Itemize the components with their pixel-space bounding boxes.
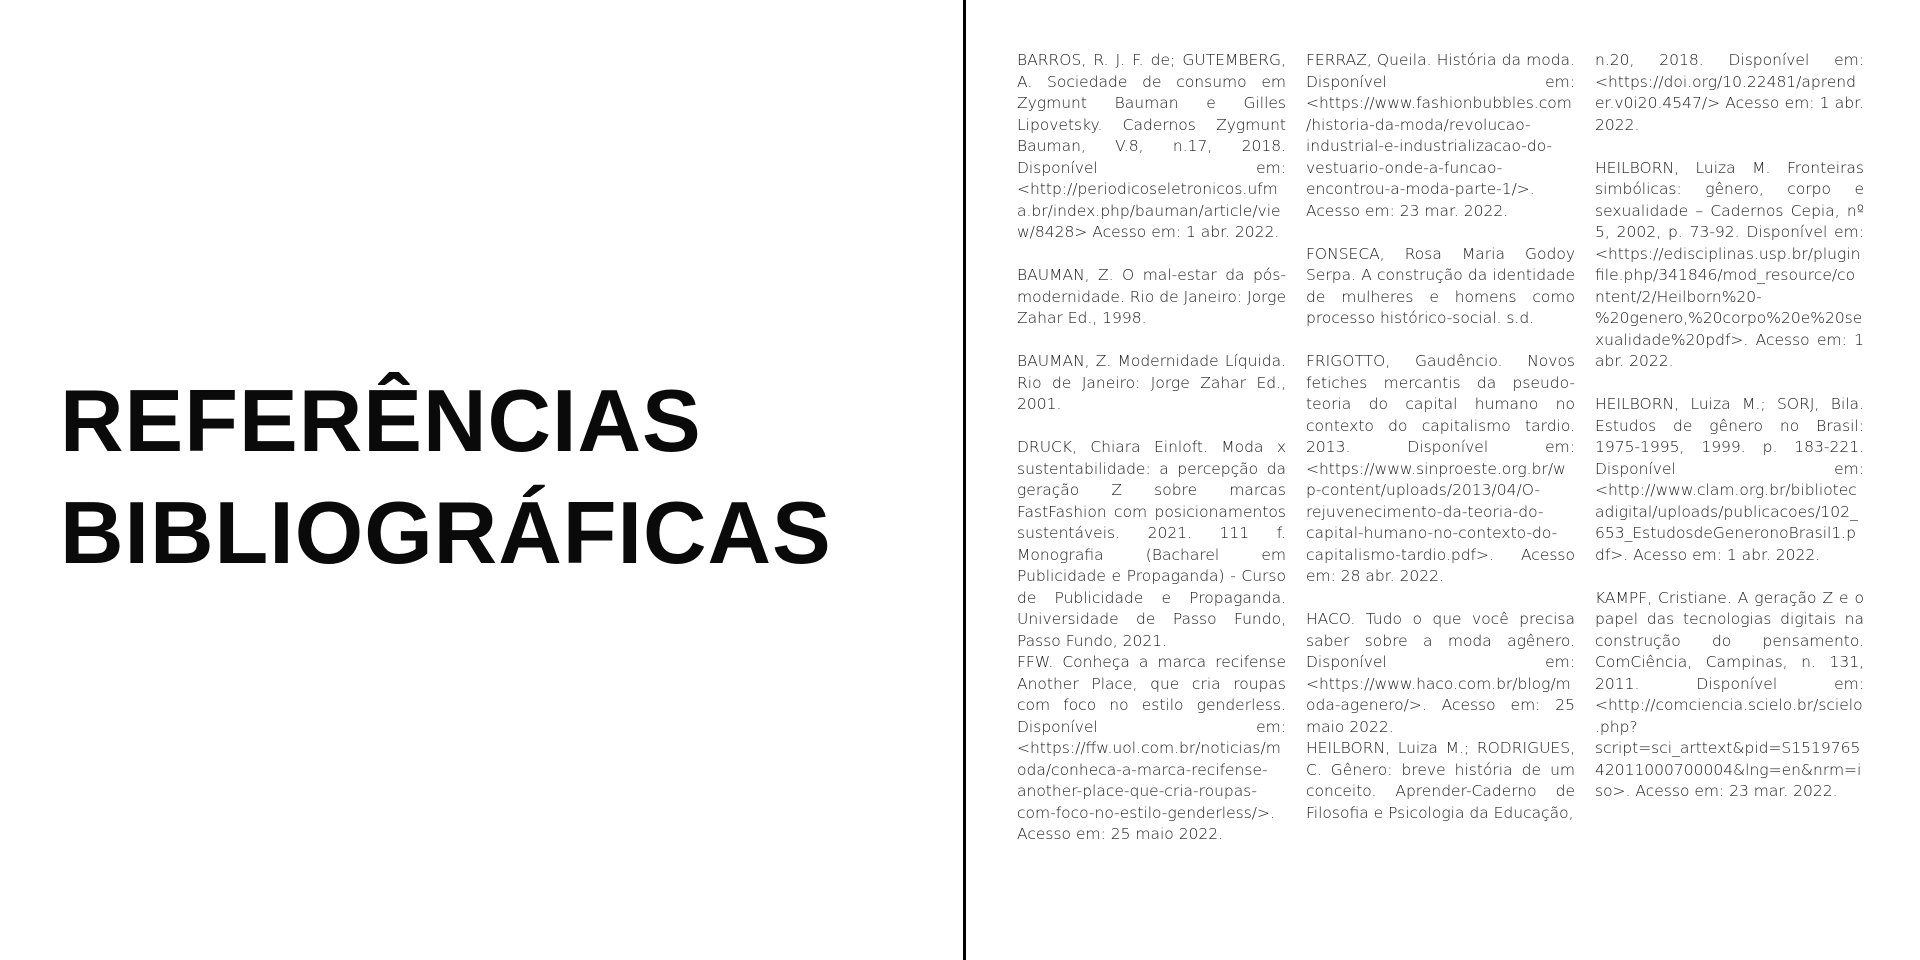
reference-entry: BAUMAN, Z. O mal-estar da pós-modernidade. Rio de Janeiro: Jorge Zahar Ed., 1998. [1017, 266, 1286, 327]
reference-entry: HEILBORN, Luiza M.; SORJ, Bila. Estudos de gênero no Brasil: 1975-1995, 1999. p. 183-221. Disponível em: <http://www.clam.org.br/bibliotecadigital/uploads/publicacoes/102_653_EstudosdeGeneronoBrasil1.pdf>. Acesso em: 1 abr. 2022. [1595, 395, 1864, 564]
references-columns [1017, 50, 1863, 930]
reference-entry: HACO. Tudo o que você precisa saber sobre a moda agênero. Disponível em: <https://www.haco.com.br/blog/moda-agenero/>. Acesso em: 25 maio 2022. [1306, 610, 1575, 736]
right-page [1017, 50, 1863, 930]
reference-entry: BARROS, R. J. F. de; GUTEMBERG, A. Sociedade de consumo em Zygmunt Bauman e Gilles Lipovetsky. Cadernos Zygmunt Bauman, V.8, n.17, 2018. Disponível em: <http://periodicoseletronicos.ufma.br/index.php/bauman/article/view/8428> Acesso em: 1 abr. 2022. [1017, 51, 1286, 241]
reference-entry: DRUCK, Chiara Einloft. Moda x sustentabilidade: a percepção da geração Z sobre marcas FastFashion com posicionamentos sustentáveis. 2021. 111 f. Monografia (Bacharel em Publicidade e Propaganda) - Curso de Publicidade e Propaganda. Universidade de Passo Fundo, Passo Fundo, 2021. [1017, 438, 1286, 650]
reference-entry: HEILBORN, Luiza M.; RODRIGUES, C. Gênero: breve história de um conceito. Aprender-Caderno de Filosofia e Psicologia da Educação, [1306, 739, 1575, 822]
reference-entry: BAUMAN, Z. Modernidade Líquida. Rio de Janeiro: Jorge Zahar Ed., 2001. [1017, 352, 1286, 413]
reference-entry: FONSECA, Rosa Maria Godoy Serpa. A construção da identidade de mulheres e homens como processo histórico-social. s.d. [1306, 244, 1575, 327]
page-title [60, 365, 832, 589]
references-column-2 [1306, 50, 1575, 930]
reference-entry: KAMPF, Cristiane. A geração Z e o papel das tecnologias digitais na construção do pensamento. ComCiência, Campinas, n. 131, 2011. Disponível em: <http://comciencia.scielo.br/scielo.php?script=sci_arttext&pid=S151976542011000700004&lng=en&nrm=iso>. Acesso em: 23 mar. 2022. [1595, 588, 1864, 800]
references-column-3 [1595, 50, 1864, 930]
references-column-1 [1017, 50, 1286, 930]
reference-entry: HEILBORN, Luiza M. Fronteiras simbólicas: gênero, corpo e sexualidade – Cadernos Cepia, nº 5, 2002, p. 73-92. Disponível em: <https://edisciplinas.usp.br/pluginfile.php/341846/mod_resource/content/2/Heilborn%20-%20genero,%20corpo%20e%20sexualidade%20pdf>. Acesso em: 1 abr. 2022. [1595, 158, 1864, 370]
reference-entry: FRIGOTTO, Gaudêncio. Novos fetiches mercantis da pseudo-teoria do capital humano no contexto do capitalismo tardio. 2013. Disponível em: <https://www.sinproeste.org.br/wp-content/uploads/2013/04/O-rejuvenecimento-da-teoria-do-capital-humano-no-contexto-do-capitalismo-tardio.pdf>. Acesso em: 28 abr. 2022. [1306, 352, 1575, 585]
reference-entry: FFW. Conheça a marca recifense Another Place, que cria roupas com foco no estilo genderless. Disponível em: <https://ffw.uol.com.br/noticias/moda/conheca-a-marca-recifense-another-place-que-cria-roupas-com-foco-no-estilo-genderless/>. Acesso em: 25 maio 2022. [1017, 653, 1286, 843]
page-title-line-2: BIBLIOGRÁFICAS [60, 483, 832, 582]
reference-entry: n.20, 2018. Disponível em: <https://doi.org/10.22481/aprender.v0i20.4547/> Acesso em: 1 abr. 2022. [1595, 51, 1864, 134]
page-title-line-1: REFERÊNCIAS [60, 371, 702, 470]
reference-entry: FERRAZ, Queila. História da moda. Disponível em: <https://www.fashionbubbles.com/historia-da-moda/revolucao-industrial-e-industrializacao-do-vestuario-onde-a-funcao-encontrou-a-moda-parte-1/>. Acesso em: 23 mar. 2022. [1306, 51, 1575, 220]
page-divider [963, 0, 966, 960]
